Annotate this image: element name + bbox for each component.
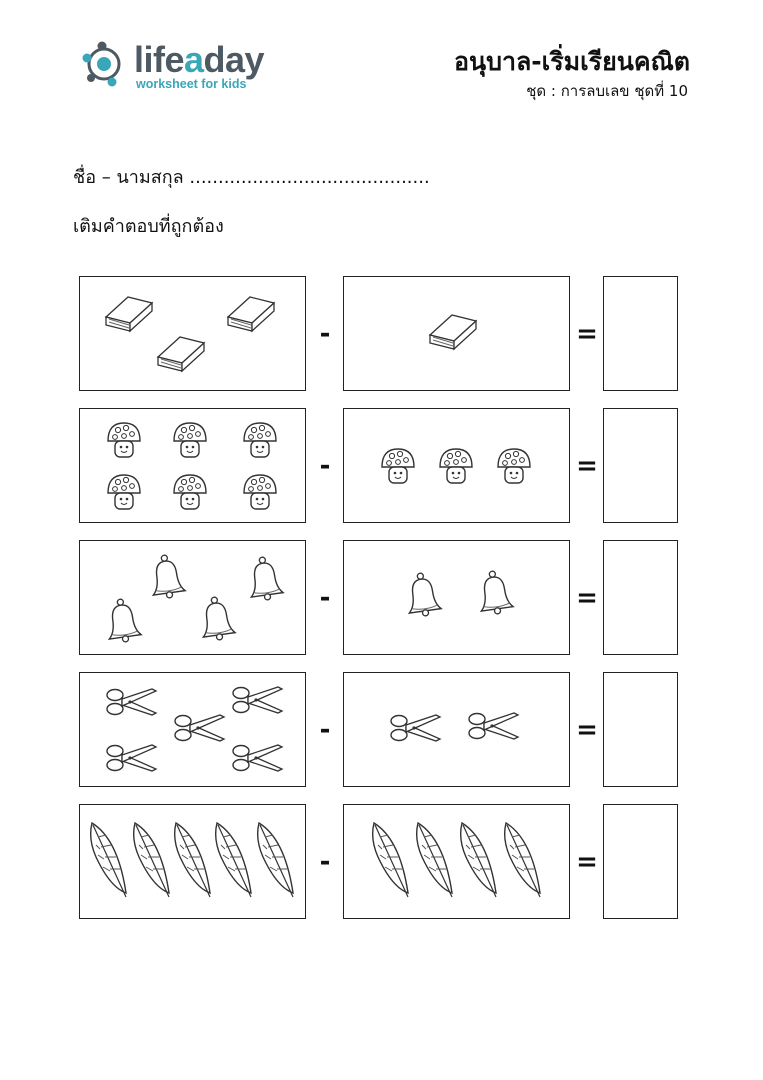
book-icon — [228, 297, 274, 331]
minus-sign: - — [319, 847, 331, 877]
bell-icon — [246, 555, 284, 602]
mushroom-icon — [382, 449, 414, 483]
answer-box[interactable] — [603, 408, 678, 523]
mushroom-icon — [498, 449, 530, 483]
worksheet-title: อนุบาล-เริ่มเรียนคณิต — [453, 47, 690, 76]
leaf-icon — [175, 823, 210, 897]
bell-icon — [198, 595, 236, 642]
scissors-icon — [233, 745, 282, 771]
scissors-icon — [107, 745, 156, 771]
scissors-icon — [233, 687, 282, 713]
scissors-icon — [175, 715, 224, 741]
mushroom-icon — [174, 475, 206, 509]
minus-sign: - — [319, 715, 331, 745]
equals-sign: = — [576, 319, 598, 349]
worksheet-subtitle: ชุด : การลบเลข ชุดที่ 10 — [526, 82, 688, 100]
answer-box[interactable] — [603, 804, 678, 919]
leaf-icon — [91, 823, 126, 897]
scissors-icon — [391, 715, 440, 741]
instruction-text: เติมคำตอบที่ถูกต้อง — [73, 216, 224, 237]
book-icon — [430, 315, 476, 349]
subtrahend-box — [343, 276, 570, 391]
mushroom-icon — [244, 475, 276, 509]
equals-sign: = — [576, 715, 598, 745]
scissors-icon — [469, 713, 518, 739]
answer-box[interactable] — [603, 672, 678, 787]
minuend-box — [79, 804, 306, 919]
mushroom-icon — [244, 423, 276, 457]
minus-sign: - — [319, 451, 331, 481]
leaf-icon — [461, 823, 496, 897]
answer-box[interactable] — [603, 540, 678, 655]
leaf-icon — [258, 823, 293, 897]
mushroom-icon — [440, 449, 472, 483]
book-icon — [158, 337, 204, 371]
minuend-box — [79, 276, 306, 391]
minuend-box — [79, 540, 306, 655]
leaf-icon — [373, 823, 408, 897]
bell-icon — [476, 569, 514, 616]
subtrahend-box — [343, 540, 570, 655]
mushroom-icon — [108, 423, 140, 457]
equals-sign: = — [576, 451, 598, 481]
name-field-line[interactable]: ชื่อ – นามสกุล .......................................... — [73, 167, 430, 188]
book-icon — [106, 297, 152, 331]
equals-sign: = — [576, 583, 598, 613]
leaf-icon — [134, 823, 169, 897]
subtrahend-box — [343, 408, 570, 523]
subtrahend-box — [343, 672, 570, 787]
leaf-icon — [505, 823, 540, 897]
minuend-box — [79, 672, 306, 787]
bell-icon — [104, 597, 142, 644]
answer-box[interactable] — [603, 276, 678, 391]
scissors-icon — [107, 689, 156, 715]
equals-sign: = — [576, 847, 598, 877]
minus-sign: - — [319, 319, 331, 349]
mushroom-icon — [174, 423, 206, 457]
minuend-box — [79, 408, 306, 523]
logo-wordmark: lifeaday — [134, 39, 265, 80]
bell-icon — [148, 553, 186, 600]
logo-mark-icon — [82, 38, 132, 94]
mushroom-icon — [108, 475, 140, 509]
logo — [82, 38, 272, 94]
bell-icon — [404, 571, 442, 618]
logo-tagline: worksheet for kids — [136, 77, 247, 91]
leaf-icon — [417, 823, 452, 897]
leaf-icon — [216, 823, 251, 897]
subtrahend-box — [343, 804, 570, 919]
minus-sign: - — [319, 583, 331, 613]
